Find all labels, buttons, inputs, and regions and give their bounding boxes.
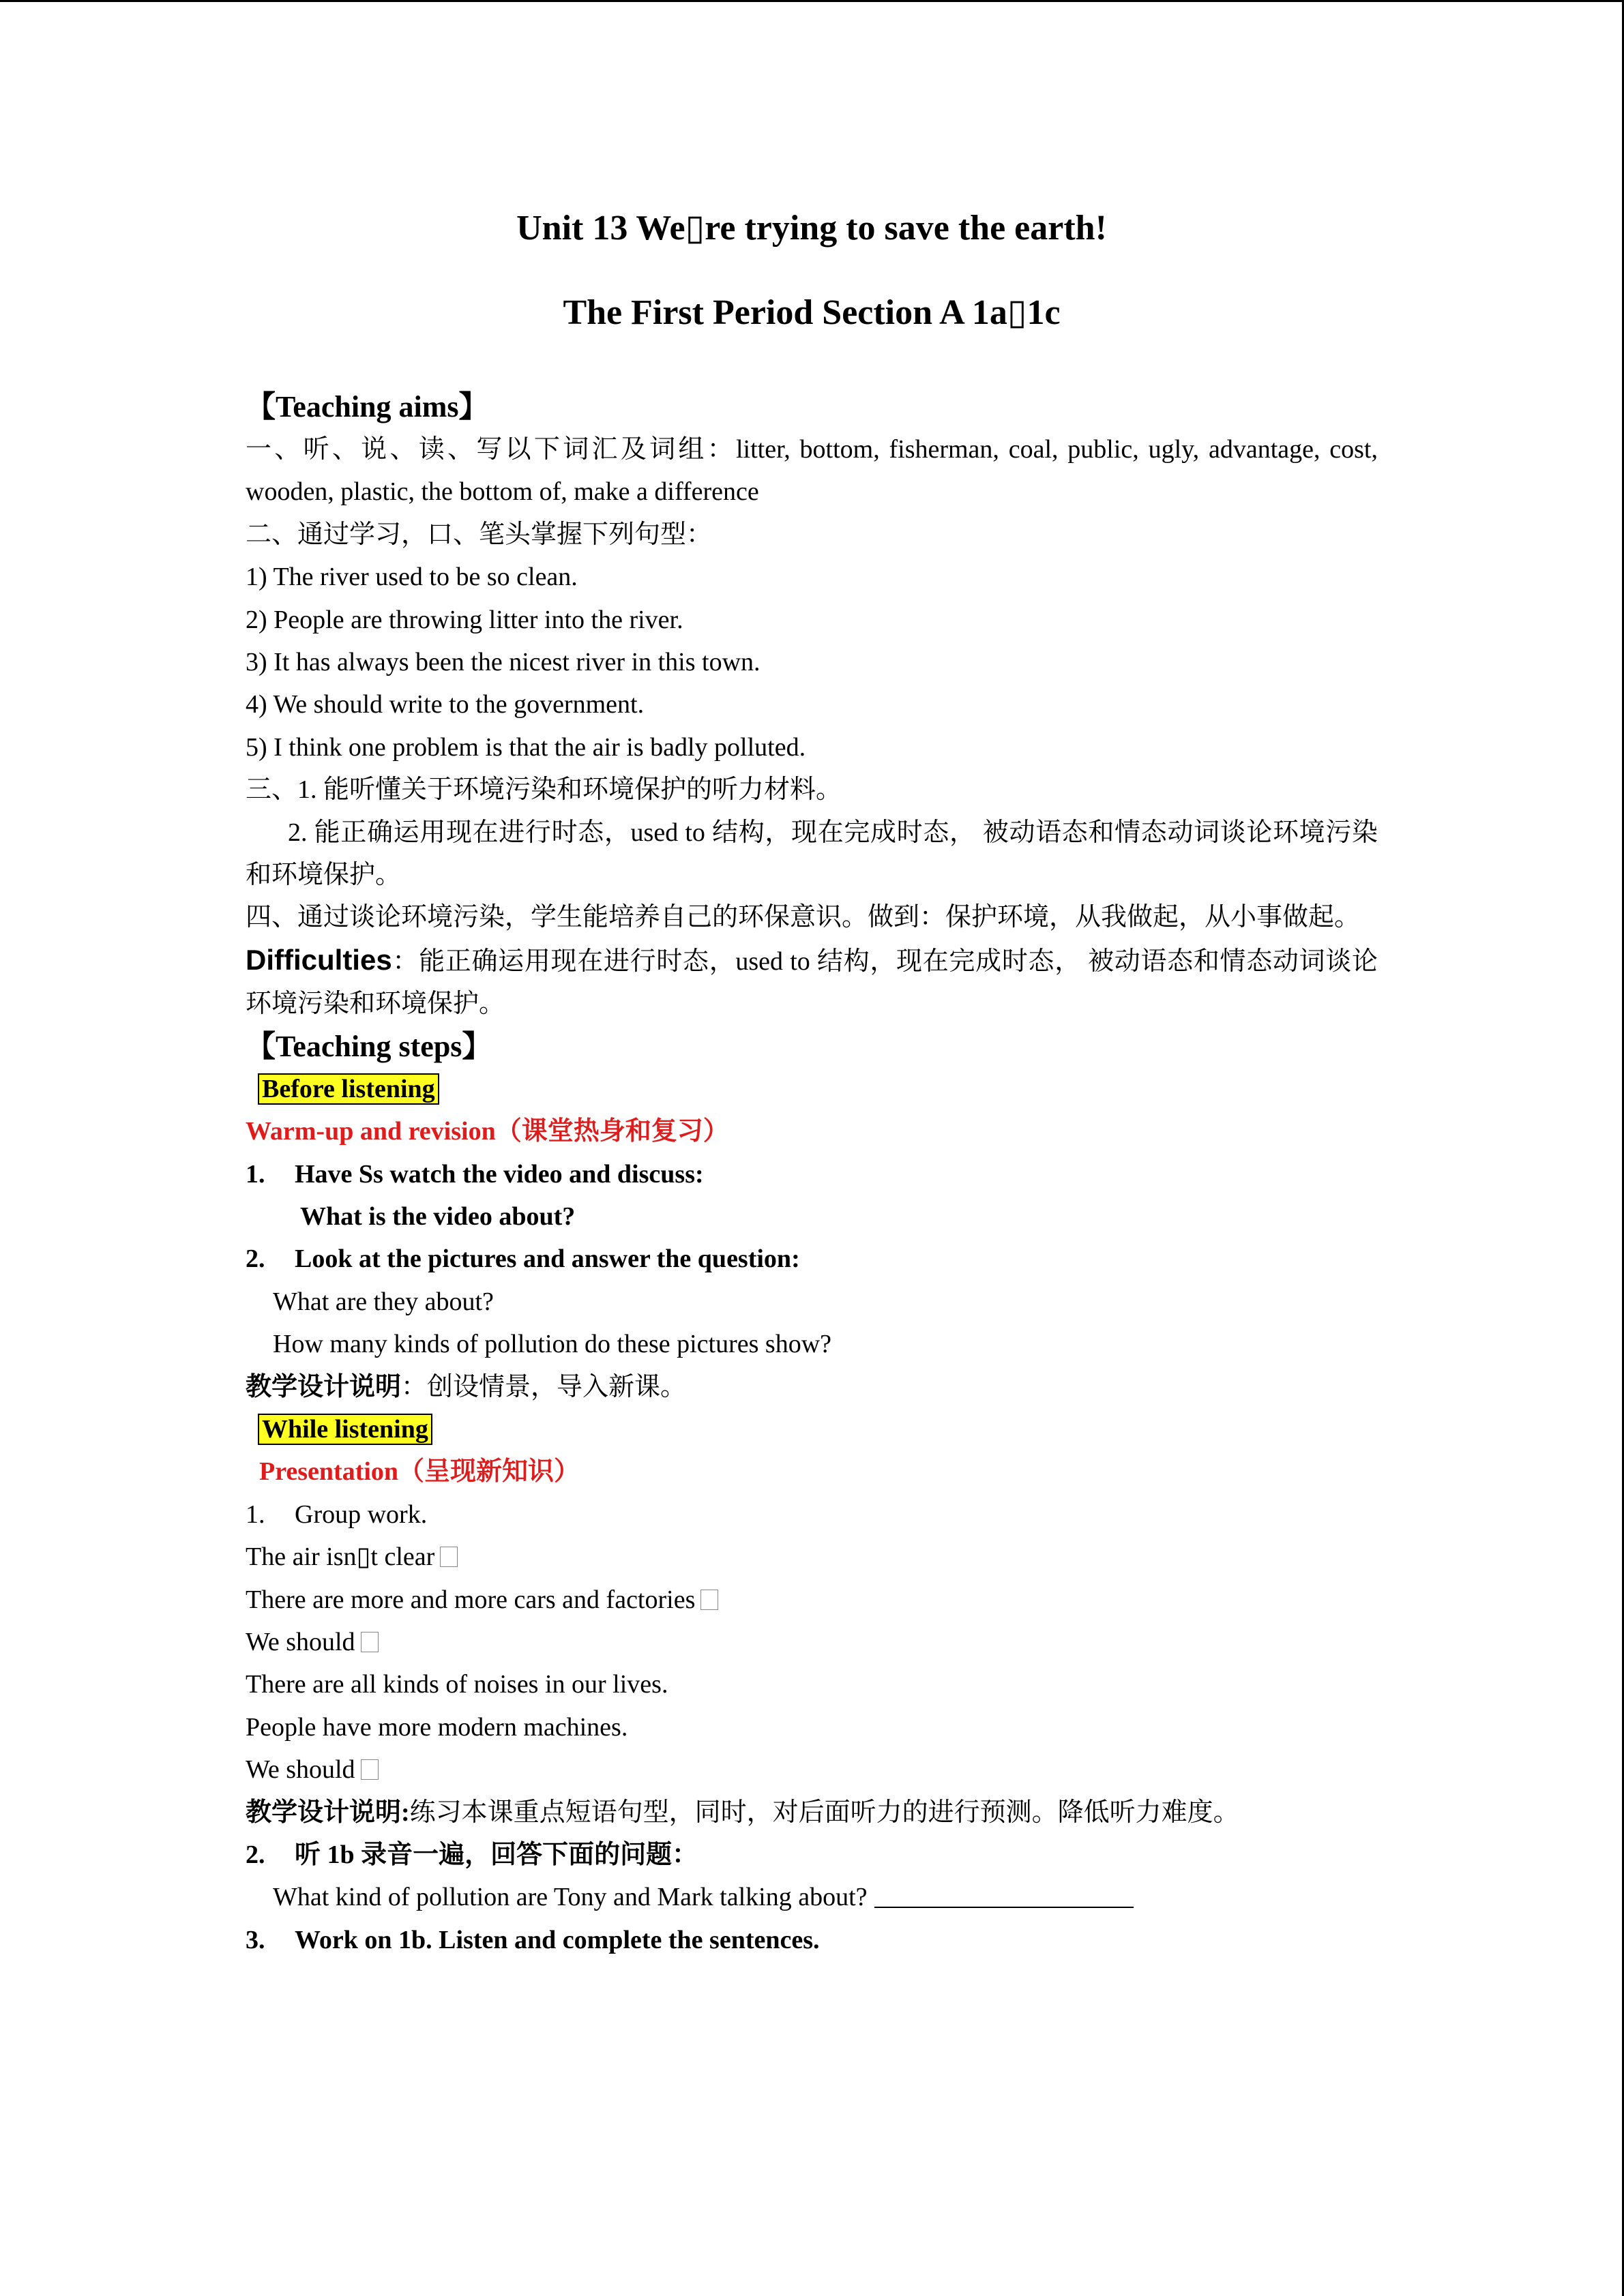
step-item-1 [246,1153,1378,1195]
difficulties [246,939,1378,1026]
step-item-2-question-1: What are they about? [273,1287,494,1316]
design-note-2-label: 教学设计说明: [246,1798,410,1827]
group-line-3 [246,1621,1378,1663]
group-work-number: 1. [246,1500,265,1529]
placeholder-box [440,1547,458,1567]
difficulties-text: ：能正确运用现在进行时态，used to 结构，现在完成时态， 被动语态和情态动词谈论环境污染和环境保护。 [246,946,1378,1019]
aims-awareness: 四、通过谈论环境污染，学生能培养自己的环保意识。做到：保护环境，从我做起，从小事做起。 [246,903,1361,932]
teaching-steps-heading: 【Teaching steps】 [246,1029,492,1063]
group-line-2 [246,1579,1378,1621]
step-item-3-question [246,1876,1378,1918]
group-line-3-text: We should [246,1627,355,1656]
design-note-1 [246,1366,1378,1408]
step-item-2 [246,1238,1378,1280]
group-line-4: There are all kinds of noises in our lives. [246,1670,668,1699]
teaching-aims-heading: 【Teaching aims】 [246,390,489,423]
aims-listening: 三、1. 能听懂关于环境污染和环境保护的听力材料。 [246,775,842,805]
warmup-heading: Warm-up and revision（课堂热身和复习） [246,1117,729,1146]
step-item-1-question: What is the video about? [300,1202,576,1231]
group-work-text: Group work. [295,1500,428,1529]
group-line-2-text: There are more and more cars and factories [246,1585,696,1614]
design-note-1-label: 教学设计说明 [246,1372,402,1401]
group-line-6 [246,1748,1378,1791]
difficulties-label: Difficulties [246,943,392,976]
aims-sentence-patterns: 二、通过学习，口、笔头掌握下列句型： [246,520,713,549]
sentence-5: 5) I think one problem is that the air is badly polluted. [246,732,806,762]
step-item-2-number: 2. [246,1244,265,1274]
while-listening-row [246,1408,1378,1450]
step-item-2-question-2: How many kinds of pollution do these pictures show? [273,1330,832,1359]
sentence-3: 3) It has always been the nicest river in this town. [246,648,761,677]
step-item-3-text: 听 1b 录音一遍，回答下面的问题： [295,1840,698,1869]
placeholder-box [361,1632,379,1652]
while-listening-badge: While listening [258,1414,432,1445]
sentence-2: 2) People are throwing litter into the river. [246,605,683,634]
design-note-2 [246,1791,1378,1834]
group-line-1 [246,1536,1378,1578]
sentence-1: 1) The river used to be so clean. [246,563,578,592]
step-item-1-number: 1. [246,1159,265,1189]
step-item-1-text: Have Ss watch the video and discuss: [295,1159,704,1189]
top-border [0,0,1624,2]
document-subtitle: The First Period Section A 1a▯1c [563,293,1061,332]
group-work [246,1493,1378,1536]
group-line-1-text: The air isn▯t clear [246,1542,435,1572]
placeholder-box [700,1590,718,1610]
presentation-heading: Presentation（呈现新知识） [259,1457,580,1487]
before-listening-row [246,1068,1378,1110]
step-item-2-text: Look at the pictures and answer the question: [295,1244,800,1274]
document-page [246,205,1378,1961]
step-item-3-number: 2. [246,1840,265,1869]
sentence-4: 4) We should write to the government. [246,690,645,719]
design-note-2-text: 练习本课重点短语句型，同时，对后面听力的进行预测。降低听力难度。 [409,1798,1239,1827]
group-line-5: People have more modern machines. [246,1712,628,1742]
step-item-4 [246,1919,1378,1961]
document-title: Unit 13 We▯re trying to save the earth! [516,209,1107,248]
step-item-3 [246,1834,1378,1876]
before-listening-badge: Before listening [258,1073,439,1105]
aims-vocabulary: 一、听、说、读、写以下词汇及词组：litter, bottom, fisherman, coal, public, ugly, advantage, cost, wooden, plastic, the bottom of, make a difference [246,435,1378,507]
design-note-1-text: ：创设情景，导入新课。 [401,1372,687,1401]
aims-grammar: 2. 能正确运用现在进行时态，used to 结构，现在完成时态， 被动语态和情态动词谈论环境污染和环境保护。 [246,818,1378,890]
step-item-4-text: Work on 1b. Listen and complete the sentences. [295,1925,820,1954]
placeholder-box [361,1759,379,1780]
group-line-6-text: We should [246,1755,355,1785]
step-item-4-number: 3. [246,1925,265,1954]
step-item-3-question-text: What kind of pollution are Tony and Mark talking about? [273,1883,868,1912]
answer-blank[interactable] [874,1881,1134,1908]
